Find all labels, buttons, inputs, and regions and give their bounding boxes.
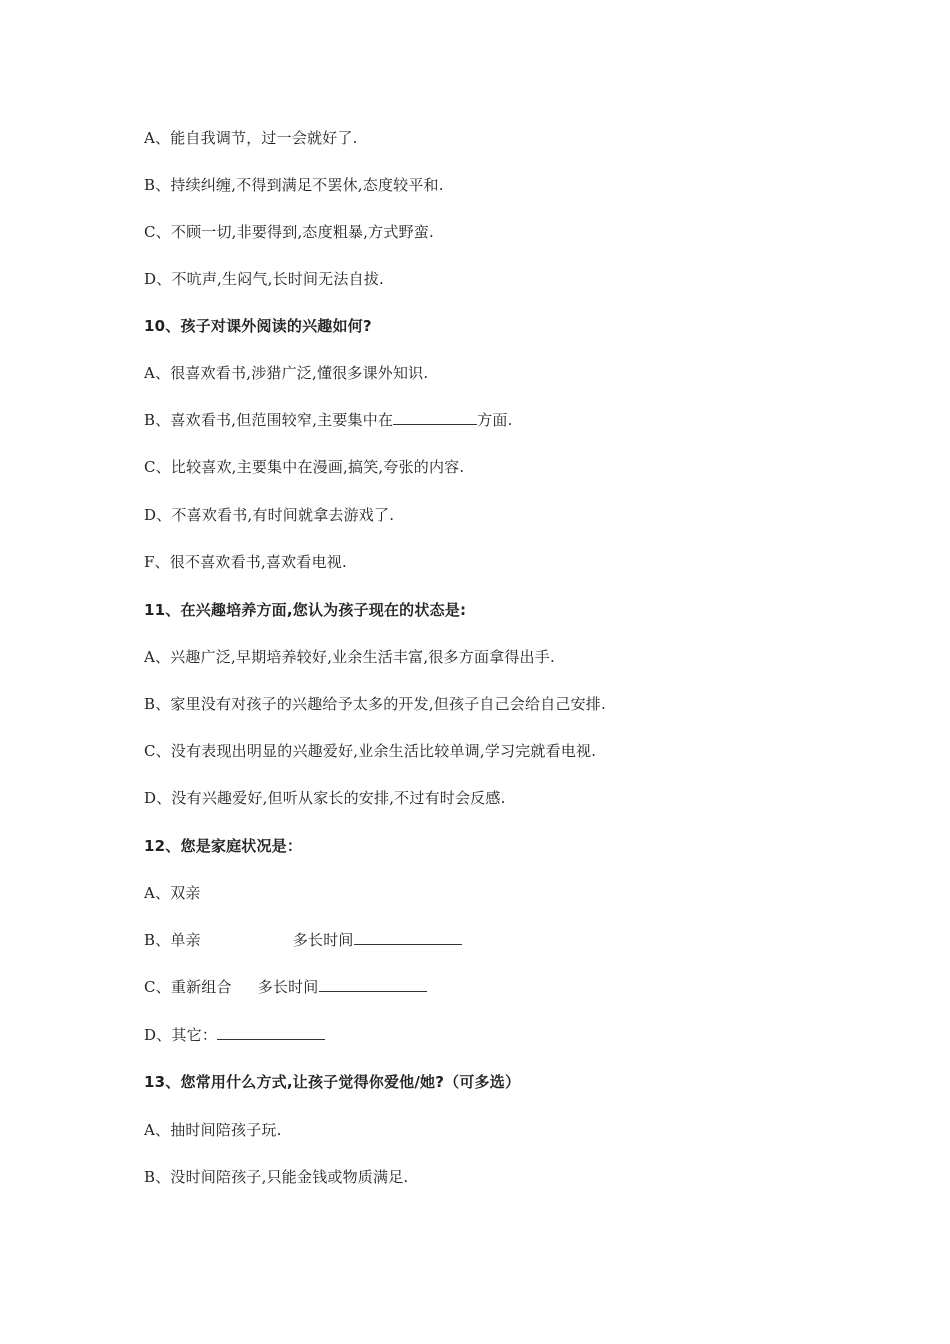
q12-option-b (144, 930, 462, 950)
q10-option-f: F、很不喜欢看书,喜欢看电视. (144, 553, 347, 571)
q10-title: 10、孩子对课外阅读的兴趣如何? (144, 317, 372, 335)
q12-option-b-duration-label: 多长时间 (292, 931, 354, 949)
q10-option-b-suffix: 方面. (477, 411, 513, 429)
q12-title: 12、您是家庭状况是： (144, 837, 303, 855)
q10-option-c: C、比较喜欢,主要集中在漫画,搞笑,夸张的内容. (144, 458, 465, 476)
q11-option-d: D、没有兴趣爱好,但听从家长的安排,不过有时会反感. (144, 789, 506, 807)
q10-option-b-blank[interactable] (393, 410, 477, 425)
q10-option-b (144, 410, 513, 430)
q12-option-c-duration-blank[interactable] (319, 977, 427, 992)
q12-option-c-text: C、重新组合 (144, 978, 232, 996)
q12-option-c-duration-label: 多长时间 (257, 978, 319, 996)
q11-option-b: B、家里没有对孩子的兴趣给予太多的开发,但孩子自己会给自己安排. (144, 695, 606, 713)
q9-option-d: D、不吭声,生闷气,长时间无法自拔. (144, 270, 384, 288)
q10-option-a: A、很喜欢看书,涉猎广泛,懂很多课外知识. (144, 364, 429, 382)
q12-option-a: A、双亲 (144, 884, 201, 902)
q12-option-d (144, 1025, 325, 1045)
q11-title: 11、在兴趣培养方面,您认为孩子现在的状态是: (144, 601, 467, 619)
q9-option-c: C、不顾一切,非要得到,态度粗暴,方式野蛮. (144, 223, 434, 241)
q12-option-b-duration-blank[interactable] (354, 930, 462, 945)
q11-option-a: A、兴趣广泛,早期培养较好,业余生活丰富,很多方面拿得出手. (144, 648, 555, 666)
q12-option-c (144, 977, 427, 997)
q12-option-b-text: B、单亲 (144, 931, 201, 949)
q13-option-b: B、没时间陪孩子,只能金钱或物质满足. (144, 1168, 409, 1186)
q13-option-a: A、抽时间陪孩子玩. (144, 1121, 282, 1139)
q10-option-d: D、不喜欢看书,有时间就拿去游戏了. (144, 506, 395, 524)
q11-option-c: C、没有表现出明显的兴趣爱好,业余生活比较单调,学习完就看电视. (144, 742, 597, 760)
q10-option-b-text: B、喜欢看书,但范围较窄,主要集中在 (144, 411, 394, 429)
q12-option-d-text: D、其它： (144, 1026, 218, 1044)
q9-option-b: B、持续纠缠,不得到满足不罢休,态度较平和. (144, 176, 444, 194)
q13-title: 13、您常用什么方式,让孩子觉得你爱他/她?（可多选） (144, 1073, 521, 1091)
q12-option-d-blank[interactable] (217, 1025, 325, 1040)
q9-option-a: A、能自我调节，过一会就好了. (144, 129, 358, 147)
